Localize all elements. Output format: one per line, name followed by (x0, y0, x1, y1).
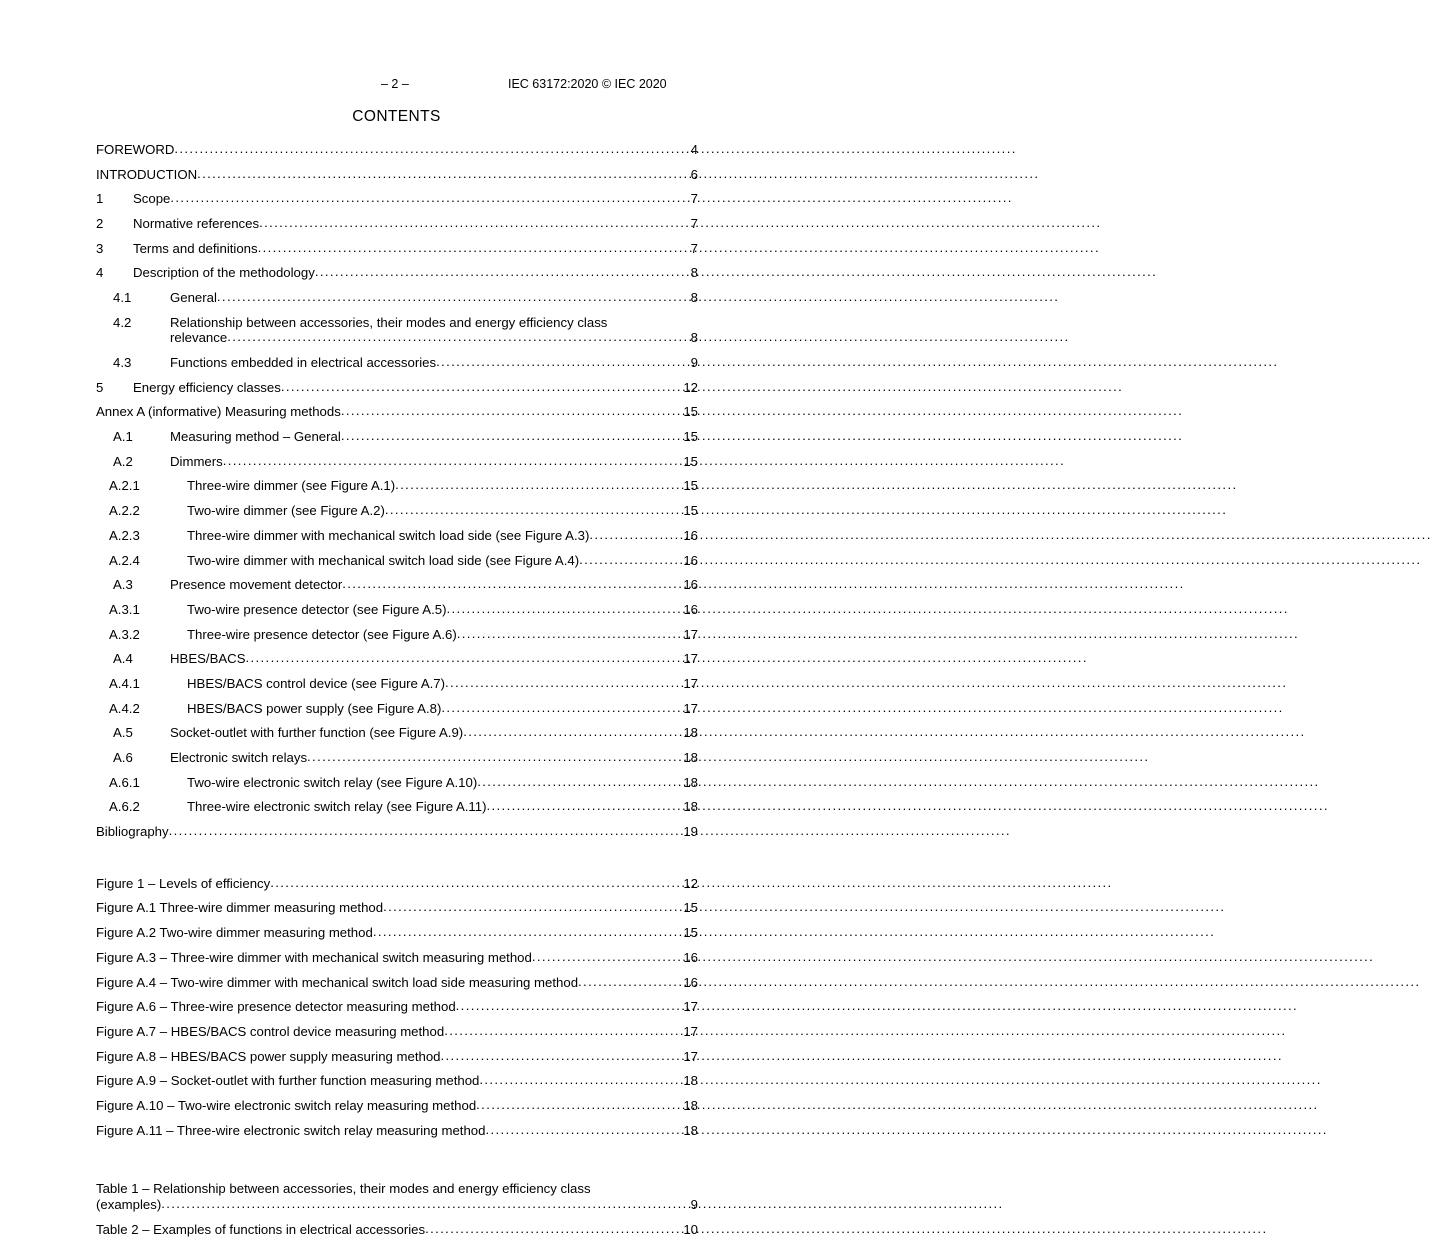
toc-main-entry[interactable] (96, 627, 698, 643)
toc-main-entry[interactable] (96, 528, 698, 544)
entry-page-number: 8 (690, 330, 698, 346)
entry-label: Figure A.3 – Three-wire dimmer with mechanical switch measuring method (96, 949, 532, 965)
entry-page-number: 18 (683, 1073, 698, 1089)
entry-number: 2 (96, 216, 104, 232)
toc-figures-section (96, 876, 698, 1138)
entry-number: A.5 (113, 725, 133, 741)
entry-number: 1 (96, 191, 104, 207)
entry-page-number: 15 (683, 453, 698, 469)
dot-leader (223, 453, 683, 469)
entry-label: Figure A.9 – Socket-outlet with further function measuring method (96, 1073, 480, 1089)
entry-label: INTRODUCTION (96, 166, 198, 182)
entry-label: Bibliography (96, 824, 169, 840)
entry-page-number: 12 (683, 379, 698, 395)
entry-label: Three-wire electronic switch relay (see Figure A.11) (187, 799, 487, 815)
entry-page-number: 9 (690, 1196, 698, 1212)
running-header (96, 75, 697, 93)
entry-number: A.2.2 (109, 503, 140, 519)
entry-number: A.6 (113, 750, 133, 765)
toc-figure-entry[interactable] (96, 1073, 698, 1089)
dot-leader (174, 141, 689, 157)
dot-leader (341, 403, 683, 419)
dot-leader (383, 899, 682, 915)
dot-leader (341, 428, 683, 444)
toc-table-entry[interactable] (96, 1181, 698, 1212)
toc-main-entry[interactable] (96, 775, 698, 791)
entry-page-number: 18 (683, 1122, 698, 1138)
entry-label: General (170, 290, 217, 306)
entry-page-number: 15 (683, 503, 698, 519)
entry-label-continued: (examples) (96, 1196, 162, 1212)
table-of-contents (96, 142, 698, 1246)
entry-page-number: 16 (683, 974, 698, 990)
toc-figure-entry[interactable] (96, 975, 698, 991)
toc-main-section (96, 142, 698, 840)
entry-number: A.4 (113, 651, 133, 667)
dot-leader (532, 949, 682, 965)
entry-label: Socket-outlet with further function (see Figure A.9) (170, 725, 464, 741)
dot-leader (477, 774, 682, 790)
toc-main-entry[interactable] (96, 478, 698, 494)
dot-leader (485, 1122, 682, 1138)
dot-leader (441, 1048, 683, 1064)
dot-leader (270, 875, 682, 891)
toc-main-entry[interactable] (96, 701, 698, 717)
toc-main-entry[interactable] (96, 824, 698, 840)
toc-figure-entry[interactable] (96, 876, 698, 892)
entry-number: 4.1 (113, 290, 132, 306)
entry-page-number: 16 (683, 601, 698, 617)
toc-main-entry[interactable] (96, 750, 698, 766)
entry-page-number: 18 (683, 750, 698, 765)
entry-number: A.3.1 (109, 601, 140, 617)
entry-page-number: 7 (690, 191, 698, 207)
entry-page-number: 15 (683, 429, 698, 445)
entry-number: A.2.1 (109, 478, 140, 494)
entry-label: Scope (133, 191, 171, 207)
entry-label: Two-wire dimmer with mechanical switch load side (see Figure A.4) (187, 552, 580, 568)
entry-page-number: 8 (690, 265, 698, 281)
entry-label: HBES/BACS (170, 651, 246, 667)
entry-label: Figure A.2 Two-wire dimmer measuring method (96, 925, 373, 941)
entry-number: 3 (96, 240, 104, 256)
entry-label: HBES/BACS control device (see Figure A.7) (187, 675, 445, 691)
toc-main-entry[interactable] (96, 799, 698, 815)
toc-table-entry[interactable] (96, 1222, 698, 1238)
entry-number: A.3 (113, 577, 133, 593)
entry-label: Functions embedded in electrical accessories (170, 355, 437, 370)
entry-label: Terms and definitions (133, 240, 258, 256)
entry-label: Annex A (informative) Measuring methods (96, 404, 341, 420)
entry-label: Energy efficiency classes (133, 379, 281, 395)
toc-main-entry[interactable] (96, 676, 698, 692)
entry-label: Two-wire presence detector (see Figure A.5) (187, 601, 447, 617)
entry-number: A.1 (113, 429, 133, 445)
entry-continuation-indent (113, 330, 170, 346)
toc-figure-entry[interactable] (96, 1098, 698, 1114)
toc-main-entry[interactable] (96, 725, 698, 741)
entry-page-number: 15 (683, 478, 698, 494)
dot-leader (441, 700, 682, 716)
dot-leader (246, 650, 683, 666)
toc-figure-entry[interactable] (96, 1049, 698, 1065)
entry-label: Presence movement detector (170, 577, 343, 593)
dot-leader (307, 749, 682, 765)
entry-page-number: 16 (683, 949, 698, 965)
toc-main-entry[interactable] (96, 380, 698, 396)
dot-leader (425, 1221, 682, 1237)
entry-label: Figure A.1 Three-wire dimmer measuring method (96, 900, 384, 916)
toc-main-entry[interactable] (96, 241, 698, 257)
entry-page-number: 7 (690, 240, 698, 256)
entry-label: Normative references (133, 216, 260, 232)
dot-leader (395, 477, 682, 493)
entry-page-number: 10 (683, 1221, 698, 1237)
entry-page-number: 17 (683, 675, 698, 691)
toc-main-entry[interactable] (96, 191, 698, 207)
entry-page-number: 9 (690, 355, 698, 370)
dot-leader (476, 1097, 682, 1113)
dot-leader (445, 675, 682, 691)
entry-page-number: 19 (683, 824, 698, 840)
entry-page-number: 8 (690, 290, 698, 306)
entry-number: A.6.1 (109, 774, 140, 790)
dot-leader (315, 264, 690, 280)
entry-label: Figure A.7 – HBES/BACS control device measuring method (96, 1023, 445, 1039)
dot-leader (487, 798, 683, 814)
toc-main-entry[interactable] (96, 602, 698, 618)
toc-figure-entry[interactable] (96, 1024, 698, 1040)
entry-page-number: 17 (683, 700, 698, 716)
toc-main-entry[interactable] (96, 429, 698, 445)
toc-main-entry[interactable] (96, 651, 698, 667)
document-reference: IEC 63172:2020 © IEC 2020 (508, 77, 667, 91)
dot-leader (463, 724, 682, 740)
entry-label-continued: relevance (170, 330, 228, 346)
entry-number: A.3.2 (109, 626, 140, 642)
toc-main-entry[interactable] (96, 315, 698, 346)
dot-leader (446, 601, 682, 617)
entry-label: HBES/BACS power supply (see Figure A.8) (187, 700, 442, 716)
entry-page-number: 18 (683, 725, 698, 741)
toc-main-entry[interactable] (96, 216, 698, 232)
toc-main-entry[interactable] (96, 577, 698, 593)
entry-page-number: 17 (683, 1023, 698, 1039)
entry-label: Figure A.4 – Two-wire dimmer with mechanical switch load side measuring method (96, 974, 579, 990)
toc-main-entry[interactable] (96, 355, 698, 371)
dot-leader (578, 974, 682, 990)
entry-label: Three-wire presence detector (see Figure A.6) (187, 626, 457, 642)
toc-figure-entry[interactable] (96, 900, 698, 916)
entry-label: Figure A.6 – Three-wire presence detector measuring method (96, 999, 456, 1015)
entry-page-number: 7 (690, 216, 698, 232)
entry-label: Two-wire electronic switch relay (see Figure A.10) (187, 774, 478, 790)
entry-number: A.2.3 (109, 527, 140, 543)
dot-leader (161, 1196, 689, 1212)
dot-leader (259, 215, 690, 231)
entry-label: Relationship between accessories, their modes and energy efficiency class (170, 314, 608, 330)
dot-leader (373, 924, 683, 940)
entry-label: Description of the methodology (133, 265, 315, 281)
toc-main-entry[interactable] (96, 503, 698, 519)
entry-page-number: 15 (683, 925, 698, 941)
entry-number: 5 (96, 379, 104, 395)
dot-leader (385, 502, 682, 518)
section-spacer (96, 849, 698, 876)
entry-label: Dimmers (170, 453, 223, 469)
entry-label: Figure A.10 – Two-wire electronic switch relay measuring method (96, 1097, 477, 1113)
entry-number: 4 (96, 265, 104, 281)
entry-page-number: 4 (690, 142, 698, 157)
entry-page-number: 16 (683, 552, 698, 568)
entry-label: Table 1 – Relationship between accessories, their modes and energy efficiency class (96, 1181, 591, 1197)
entry-page-number: 18 (683, 774, 698, 790)
dot-leader (589, 527, 682, 543)
dot-leader (170, 190, 689, 206)
dot-leader (169, 823, 683, 839)
entry-page-number: 6 (690, 166, 698, 182)
entry-page-number: 18 (683, 799, 698, 815)
entry-page-number: 17 (683, 999, 698, 1015)
entry-number: 4.3 (113, 355, 132, 370)
entry-page-number: 16 (683, 527, 698, 543)
entry-number: 4.2 (113, 314, 132, 330)
page-title: CONTENTS (352, 108, 441, 125)
dot-leader (457, 626, 683, 642)
dot-leader (217, 289, 690, 305)
dot-leader (258, 240, 690, 256)
dot-leader (436, 354, 690, 370)
page-marker: – 2 – (381, 77, 409, 91)
entry-page-number: 16 (683, 577, 698, 593)
entry-label: Two-wire dimmer (see Figure A.2) (187, 503, 385, 519)
toc-main-entry[interactable] (96, 142, 698, 158)
dot-leader (444, 1023, 682, 1039)
toc-main-entry[interactable] (96, 454, 698, 470)
toc-tables-section (96, 1181, 698, 1237)
dot-leader (479, 1072, 682, 1088)
entry-page-number: 17 (683, 651, 698, 667)
dot-leader (197, 166, 690, 182)
entry-label: Three-wire dimmer with mechanical switch load side (see Figure A.3) (187, 527, 590, 543)
entry-page-number: 17 (683, 1048, 698, 1064)
section-spacer-2 (96, 1147, 698, 1181)
entry-label: Figure A.8 – HBES/BACS power supply measuring method (96, 1048, 441, 1064)
entry-label: Figure 1 – Levels of efficiency (96, 875, 271, 891)
toc-figure-entry[interactable] (96, 925, 698, 941)
dot-leader (456, 998, 683, 1014)
entry-page-number: 15 (683, 900, 698, 916)
entry-label: Figure A.11 – Three-wire electronic switch relay measuring method (96, 1122, 486, 1138)
entry-label: Three-wire dimmer (see Figure A.1) (187, 478, 396, 494)
toc-figure-entry[interactable] (96, 999, 698, 1015)
entry-number: A.6.2 (109, 799, 140, 815)
entry-number: A.4.1 (109, 675, 140, 691)
toc-main-entry[interactable] (96, 167, 698, 183)
entry-page-number: 12 (683, 875, 698, 891)
entry-label: Table 2 – Examples of functions in electrical accessories (96, 1221, 426, 1237)
entry-label: FOREWORD (96, 142, 175, 157)
toc-figure-entry[interactable] (96, 950, 698, 966)
entry-number: A.2 (113, 453, 133, 469)
toc-main-entry[interactable] (96, 404, 698, 420)
entry-page-number: 15 (683, 404, 698, 420)
dot-leader (227, 329, 689, 345)
dot-leader (281, 379, 683, 395)
toc-figure-entry[interactable] (96, 1123, 698, 1139)
toc-main-entry[interactable] (96, 553, 698, 569)
entry-label: Electronic switch relays (170, 750, 308, 765)
toc-main-entry[interactable] (96, 290, 698, 306)
toc-main-entry[interactable] (96, 265, 698, 281)
entry-number: A.2.4 (109, 552, 140, 568)
entry-page-number: 18 (683, 1097, 698, 1113)
entry-page-number: 17 (683, 626, 698, 642)
dot-leader (342, 576, 682, 592)
entry-label: Measuring method – General (170, 429, 341, 445)
entry-number: A.4.2 (109, 700, 140, 716)
dot-leader (579, 552, 682, 568)
